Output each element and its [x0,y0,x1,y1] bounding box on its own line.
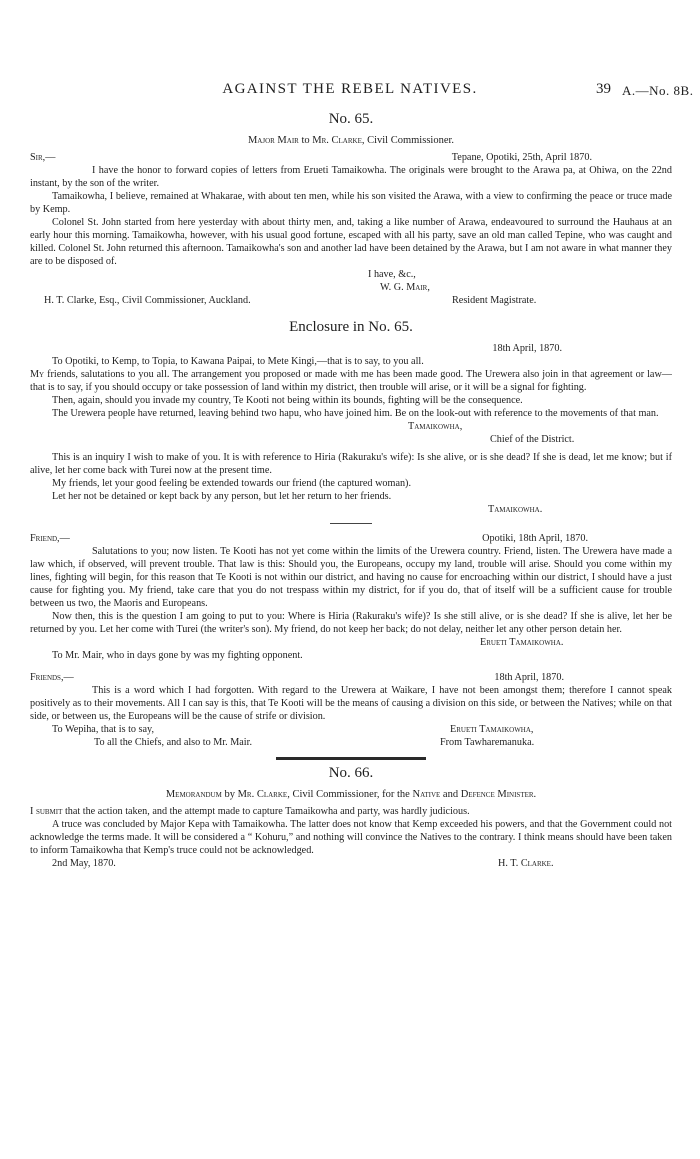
signature-line [30,636,672,649]
subhead-part: Native [412,789,441,800]
paragraph-text: friends, salutations to you all. The arrangement you proposed or made with me has been made good. The Urewera also join in that agreement or law—that is to say, if you should occupy or take possession of land within my district, then trouble will arise, or it will be a signal for fighting. [30,369,672,393]
salutation: Friends,— [30,672,74,683]
paragraph-lead: My [30,369,45,380]
salutation: Friend,— [30,533,70,544]
section-divider [276,757,426,760]
to-line-text: To all the Chiefs, and also to Mr. Mair. [94,737,253,748]
letter-date: 18th April, 1870. [492,343,562,354]
closing: I have, &c., [368,269,416,280]
subhead-recipient: Mr. Clarke [312,135,362,146]
from-line: From Tawharemanuka. [440,737,535,748]
divider [330,523,372,524]
paragraph-lead: I submit [30,806,63,817]
signature-line [30,503,672,516]
paragraph: Tamaikowha, I believe, remained at Whakarae, with about ten men, while his son visited the Arawa, with a view to confirming the peace or truce made by Kemp. [30,191,672,215]
signature-line [30,281,672,294]
running-title: AGAINST THE REBEL NATIVES. [222,81,478,97]
paragraph: Salutations to you; now listen. Te Kooti has not yet come within the limits of the Urewera country. Friend, listen. The Urewera have made a law which, if observed, will prevent trouble. That law is this: Should you, the Europeans, occupy my land, trouble will arise. Should you come within my lines, fighting will begin, for this reason that Te Kooti is not within our district, and having no cause for encroaching within our district, I should have a just cause for fighting you. My friend, take care that you do not trespass within my district, for if you do, that of itself will be a sufficient cause for trouble between us two, the Maoris and Europeans. [30,546,672,609]
subhead-part: and [440,789,461,800]
letter-date: 18th April, 1870. [494,672,564,683]
salutation: Sir,— [30,152,56,163]
paragraph: Colonel St. John started from here yesterday with about thirty men, and, taking a like number of Arawa, endeavoured to surround the Hauhaus at an early hour this morning. Tamaikowha, however, with his usual good fortune, escaped with all his party, save an old man called Tepine, who was caught and killed. Colonel St. John returned this afternoon. Tamaikowha's son and another lad have been detained by the Arawa, but I am not aware in what manner they are to be disposed of. [30,217,672,267]
signer: H. T. Clarke. [498,858,554,869]
addressee-line [30,294,672,307]
to-line [30,736,672,749]
signer-title: Chief of the District. [490,434,575,445]
section-heading-no66: No. 66. [328,765,374,781]
subhead-joiner: to [298,135,313,146]
page-number: 39 [596,81,611,97]
addressee: H. T. Clarke, Esq., Civil Commissioner, Auckland. [44,295,251,306]
paragraph: Let her not be detained or kept back by any person, but let her return to her friends. [52,491,392,502]
section-subhead-no65 [30,134,672,147]
document-body [30,108,672,870]
paragraph: This is an inquiry I wish to make of you. It is with reference to Hiria (Rakuraku's wife): Is she alive, or is she dead? If she is dead, let me know; but if alive, let her come back with Turei now at the present time. [30,452,672,476]
subhead-part: by [221,789,238,800]
paragraph-text: that the action taken, and the attempt made to capture Tamaikowha and party, was hardly judicious. [62,806,470,817]
paragraph [30,805,672,818]
signer: W. G. Mair, [380,282,430,293]
letter-opening [30,671,672,684]
dateline: Tepane, Opotiki, 25th, April 1870. [451,152,592,163]
paragraph: This is a word which I had forgotten. With regard to the Urewera at Waikare, I have not been amongst them; therefore I cannot speak positively as to their movements. All I can say is this, that Te Kooti will be the means of causing a division on this side, or between the Natives; while on that side, or between us, the Europeans will be the cause of strife or division. [30,685,672,722]
memo-date: 2nd May, 1870. [52,858,116,869]
subhead-part: Mr. Clarke [237,789,288,800]
running-head [0,83,700,99]
subhead-author: Major Mair [247,135,299,146]
address-line: To Mr. Mair, who in days gone by was my fighting opponent. [52,650,303,661]
paragraph: Then, again, should you invade my country, Te Kooti not being within its bounds, fighting will be the consequence. [52,395,523,406]
signer: Erueti Tamaikowha, [450,724,534,735]
signer-title-line [30,433,672,446]
paper-code: A.—No. 8B. [622,83,694,98]
subhead-role: , Civil Commissioner. [361,135,455,146]
letter-opening [30,151,672,164]
subhead-part: Defence Minister [460,789,534,800]
closing-line [30,268,672,281]
subhead-part: . [533,789,537,800]
dateline: Opotiki, 18th April, 1870. [482,533,588,544]
address-line: To Opotiki, to Kemp, to Topia, to Kawana Paipai, to Mete Kingi,—that is to say, to you all. [52,356,424,367]
paragraph: The Urewera people have returned, leaving behind two hapu, who have joined him. Be on the look-out with reference to the movements of that man. [52,408,659,419]
signer: Tamaikowha. [488,504,543,515]
section-heading-no65: No. 65. [328,111,374,127]
signature-line [30,420,672,433]
date-signature-line [30,857,672,870]
signer: Erueti Tamaikowha. [480,637,564,648]
section-subhead-no66 [30,788,672,801]
signer-title: Resident Magistrate. [452,295,537,306]
paragraph: Now then, this is the question I am going to put to you: Where is Hiria (Rakuraku's wife)? Is she still alive, or is she dead? If she is alive, let her be returned by you. Let her come with Turei (the writer's son). My friend, do not keep her back; do not delay, neither let any other person detain her. [30,611,672,635]
signer: Tamaikowha, [408,421,463,432]
to-line-text: To Wepiha, that is to say, [52,724,155,735]
enclosure-heading: Enclosure in No. 65. [289,319,413,335]
subhead-part: , Civil Commissioner, for the [287,789,413,800]
paragraph: I have the honor to forward copies of letters from Erueti Tamaikowha. The originals were brought to the Arawa pa, at Ohiwa, on the 22nd instant, by the son of the writer. [30,165,672,189]
to-line [30,723,672,736]
subhead-part: Memorandum [165,789,222,800]
paragraph: My friends, let your good feeling be extended towards our friend (the captured woman). [52,478,411,489]
letter-opening [30,532,672,545]
paragraph: A truce was concluded by Major Kepa with Tamaikowha. The latter does not know that Kemp exceeded his powers, and that the Government could not acknowledge the terms made. It will be considered a “ Kohuru,” and nothing will convince the Natives to the contrary. I think means should have been taken to inform Tamaikowha that Kemp's truce could not be acknowledged. [30,819,672,856]
paragraph [30,368,672,394]
